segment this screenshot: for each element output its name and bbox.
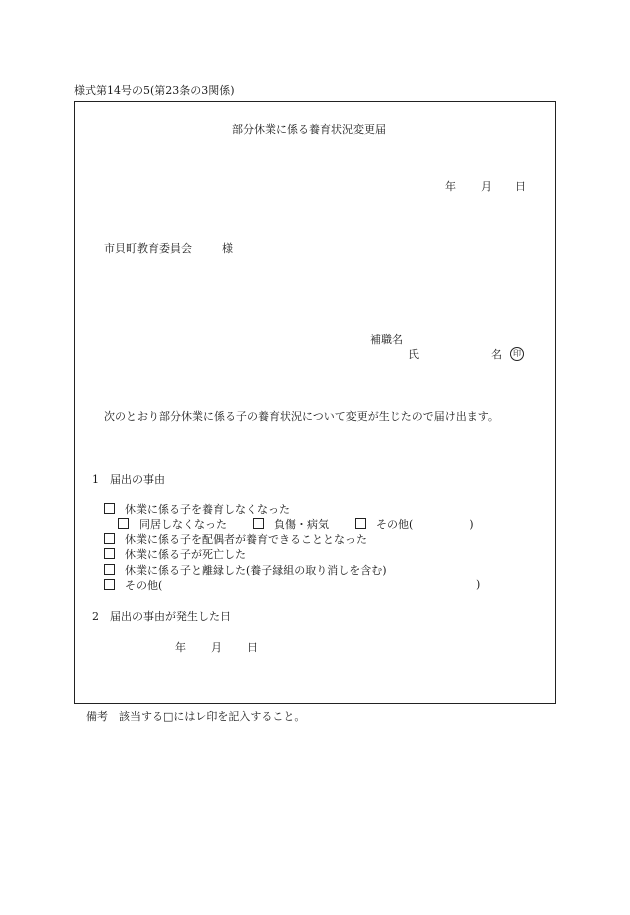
date-year-label: 年 xyxy=(445,180,456,193)
reason-item-4 xyxy=(104,564,387,576)
reason-item-2 xyxy=(104,533,367,545)
checkbox[interactable] xyxy=(253,518,264,529)
reason-sub-row xyxy=(118,518,474,530)
reason-item-5-close: ) xyxy=(476,578,481,591)
reason-sub-1-label: 同居しなくなった xyxy=(139,518,227,531)
addressee-name: 市貝町教育委員会 xyxy=(104,242,192,255)
reason-item-5-open: その他( xyxy=(125,579,163,592)
reason-item-5 xyxy=(104,579,162,591)
reason-sub-3-close: ) xyxy=(469,518,474,531)
reason-item-3-label: 休業に係る子が死亡した xyxy=(125,548,246,561)
checkbox[interactable] xyxy=(104,579,115,590)
section2-heading: 2 届出の事由が発生した日 xyxy=(92,610,231,623)
position-label: 補職名 xyxy=(370,333,403,346)
name-label-second: 名 xyxy=(491,348,502,361)
checkbox[interactable] xyxy=(118,518,129,529)
reason-item-3 xyxy=(104,548,246,560)
seal-icon: 印 xyxy=(510,347,524,361)
occurrence-day-label: 日 xyxy=(247,641,258,654)
checkbox[interactable] xyxy=(104,564,115,575)
occurrence-year-label: 年 xyxy=(175,641,186,654)
reason-sub-3-open: その他( xyxy=(376,518,414,531)
form-number: 様式第14号の5(第23条の3関係) xyxy=(74,84,235,97)
checkbox[interactable] xyxy=(355,518,366,529)
reason-item-1-label: 休業に係る子を養育しなくなった xyxy=(125,503,290,516)
reason-item-1 xyxy=(104,503,290,515)
remarks-note: 備考 該当する□にはレ印を記入すること。 xyxy=(86,710,306,723)
statement-text: 次のとおり部分休業に係る子の養育状況について変更が生じたので届け出ます。 xyxy=(104,410,499,423)
seal-mark xyxy=(510,347,524,361)
addressee-honorific: 様 xyxy=(222,242,233,255)
checkbox[interactable] xyxy=(104,533,115,544)
reason-sub-2-label: 負傷・病気 xyxy=(274,518,329,531)
occurrence-month-label: 月 xyxy=(211,641,222,654)
date-month-label: 月 xyxy=(481,180,492,193)
form-title: 部分休業に係る養育状況変更届 xyxy=(232,123,386,136)
reason-item-4-label: 休業に係る子と離縁した(養子縁組の取り消しを含む) xyxy=(125,564,387,577)
date-day-label: 日 xyxy=(515,180,526,193)
section1-heading: 1 届出の事由 xyxy=(92,473,165,486)
checkbox[interactable] xyxy=(104,548,115,559)
name-label-first: 氏 xyxy=(408,348,419,361)
checkbox[interactable] xyxy=(104,503,115,514)
reason-item-2-label: 休業に係る子を配偶者が養育できることとなった xyxy=(125,533,367,546)
